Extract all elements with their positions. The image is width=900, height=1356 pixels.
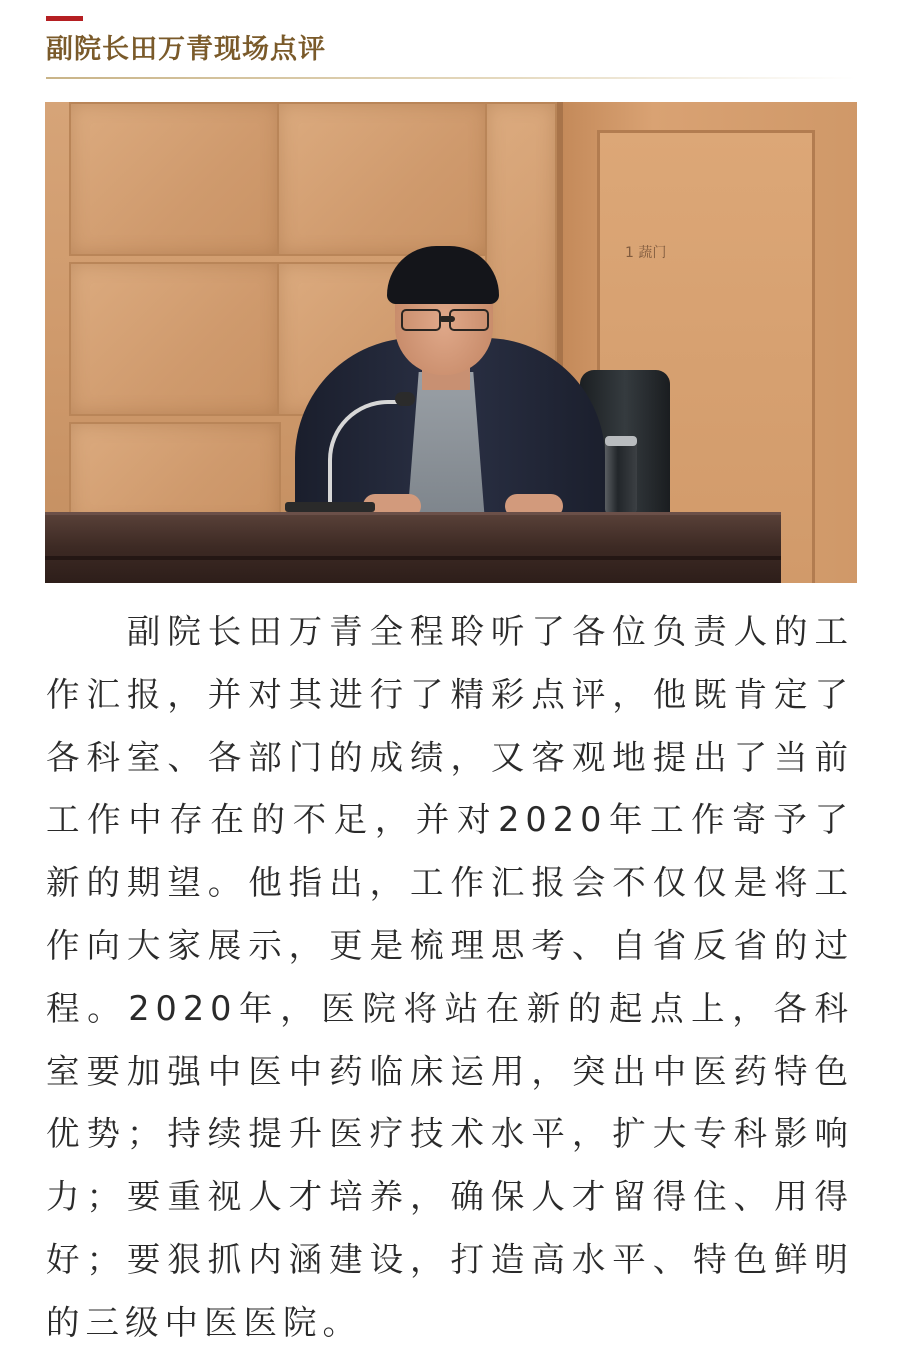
article-line: 好；要狠抓内涵建设，打造高水平、特色鲜明	[46, 1239, 854, 1279]
section-accent-bar	[46, 16, 83, 21]
article-body	[46, 601, 854, 1355]
wall-panel	[277, 102, 489, 256]
microphone-head	[395, 392, 415, 406]
door-plate: 1 蔬门	[625, 245, 667, 261]
wall-panel	[69, 422, 281, 526]
article-line: 工作中存在的不足，并对2020年工作寄予了	[46, 800, 854, 840]
section-title: 副院长田万青现场点评	[46, 34, 326, 65]
article-line: 各科室、各部门的成绩，又客观地提出了当前	[46, 737, 854, 777]
article-line: 程。2020年，医院将站在新的起点上，各科	[46, 988, 854, 1028]
article-line: 新的期望。他指出，工作汇报会不仅仅是将工	[46, 863, 854, 903]
article-line: 作汇报，并对其进行了精彩点评，他既肯定了	[46, 674, 854, 714]
desk	[45, 512, 781, 583]
article-line: 的三级中医医院。	[46, 1302, 362, 1342]
article-line: 力；要重视人才培养，确保人才留得住、用得	[46, 1177, 854, 1217]
desk-edge	[45, 556, 781, 560]
title-divider	[46, 77, 856, 79]
article-line: 优势；持续提升医疗技术水平，扩大专科影响	[46, 1114, 854, 1154]
wall-panel	[69, 262, 281, 416]
article-line: 作向大家展示，更是梳理思考、自省反省的过	[46, 925, 854, 965]
glasses	[401, 309, 489, 329]
article-line: 室要加强中医中药临床运用，突出中医药特色	[46, 1051, 854, 1091]
tumbler	[605, 436, 637, 514]
article-line: 副院长田万青全程聆听了各位负责人的工	[46, 612, 854, 651]
wall-panel	[69, 102, 281, 256]
tumbler-cap	[605, 436, 637, 446]
microphone-base	[285, 502, 375, 512]
article-photo	[45, 102, 857, 583]
